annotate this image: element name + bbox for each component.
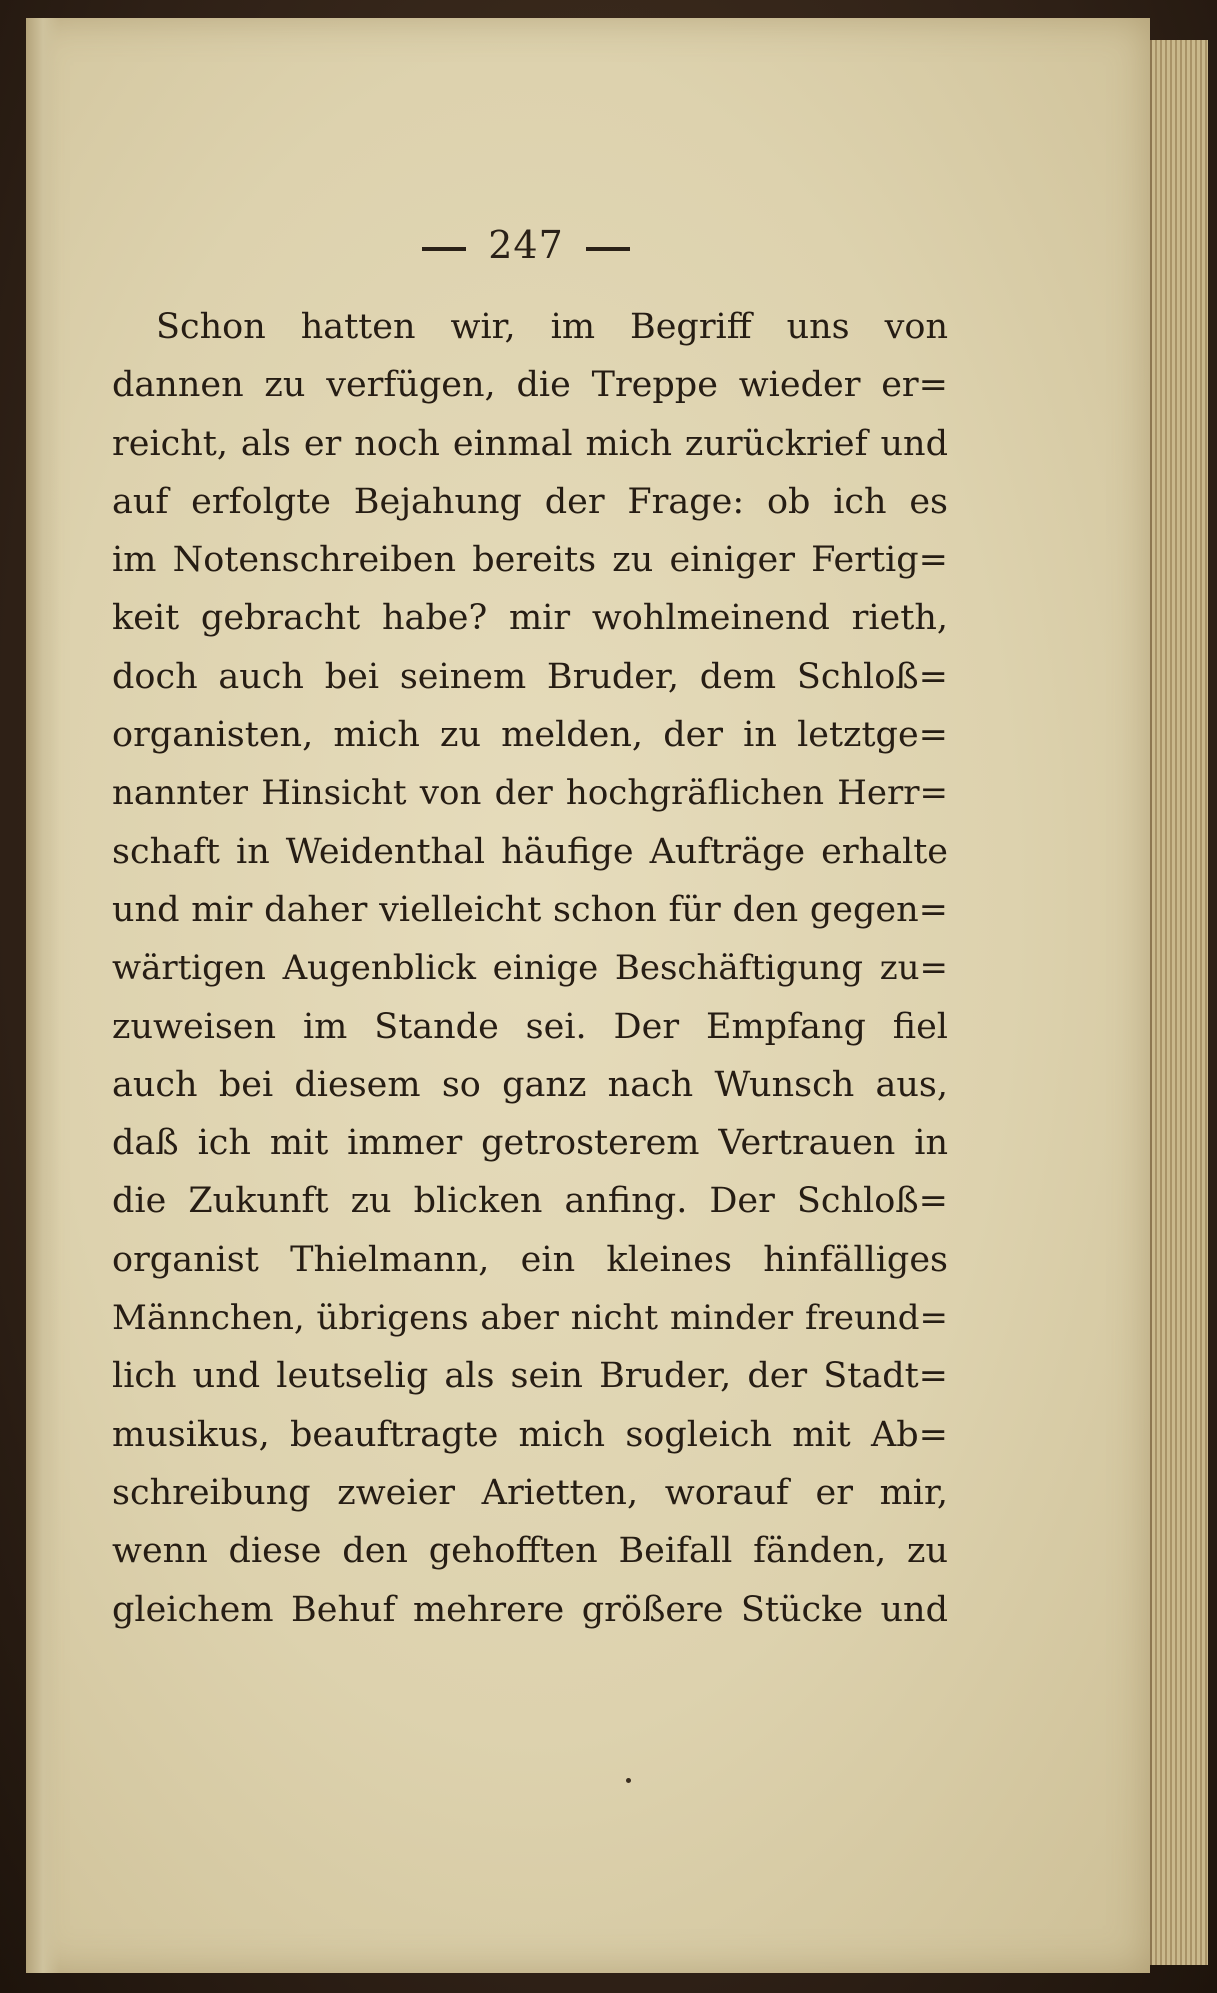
text-line: schaft in Weidenthal häufige Aufträge erhalte bbox=[112, 831, 948, 872]
text-line: Schon hatten wir, im Begriff uns von bbox=[156, 307, 948, 347]
text-line: lich und leutselig als sein Bruder, der Stadt= bbox=[112, 1356, 948, 1397]
text-line: und mir daher vielleicht schon für den gegen= bbox=[112, 889, 948, 930]
text-line: organisten, mich zu melden, der in letztge= bbox=[112, 715, 948, 756]
page-edges bbox=[1150, 40, 1208, 1965]
text-line: im Notenschreiben bereits zu einiger Fertig= bbox=[112, 540, 948, 581]
text-line: nannter Hinsicht von der hochgräflichen Herr= bbox=[112, 773, 948, 814]
text-line: schreibung zweier Arietten, worauf er mir, bbox=[112, 1472, 948, 1513]
text-line: doch auch bei seinem Bruder, dem Schloß= bbox=[112, 656, 948, 697]
text-line: auch bei diesem so ganz nach Wunsch aus, bbox=[112, 1064, 948, 1105]
text-line: zuweisen im Stande sei. Der Empfang fiel bbox=[112, 1006, 948, 1047]
text-line: musikus, beauftragte mich sogleich mit Ab= bbox=[112, 1414, 948, 1455]
page-header bbox=[26, 223, 1026, 267]
folio-dash-right bbox=[586, 247, 630, 251]
folio-dash-left bbox=[422, 247, 466, 251]
ink-speck bbox=[626, 1778, 631, 1783]
body-text bbox=[112, 298, 948, 1639]
text-line: daß ich mit immer getrosterem Vertrauen in bbox=[112, 1123, 948, 1164]
text-line: wärtigen Augenblick einige Beschäftigung zu= bbox=[112, 948, 948, 989]
text-line: wenn diese den gehofften Beifall fänden, zu bbox=[112, 1531, 948, 1572]
text-line: auf erfolgte Bejahung der Frage: ob ich es bbox=[112, 481, 948, 522]
text-line: keit gebracht habe? mir wohlmeinend rieth, bbox=[112, 598, 948, 639]
text-line: reicht, als er noch einmal mich zurückrief und bbox=[112, 423, 948, 464]
text-line: dannen zu verfügen, die Treppe wieder er= bbox=[112, 365, 948, 406]
text-line: gleichem Behuf mehrere größere Stücke und bbox=[112, 1589, 948, 1630]
text-line: Männchen, übrigens aber nicht minder freund= bbox=[112, 1298, 948, 1339]
text-line: organist Thielmann, ein kleines hinfälliges bbox=[112, 1239, 948, 1280]
text-line: die Zukunft zu blicken anfing. Der Schloß= bbox=[112, 1181, 948, 1222]
page-number: 247 bbox=[488, 223, 564, 267]
page-gutter bbox=[26, 18, 60, 1973]
book-page bbox=[26, 18, 1150, 1973]
